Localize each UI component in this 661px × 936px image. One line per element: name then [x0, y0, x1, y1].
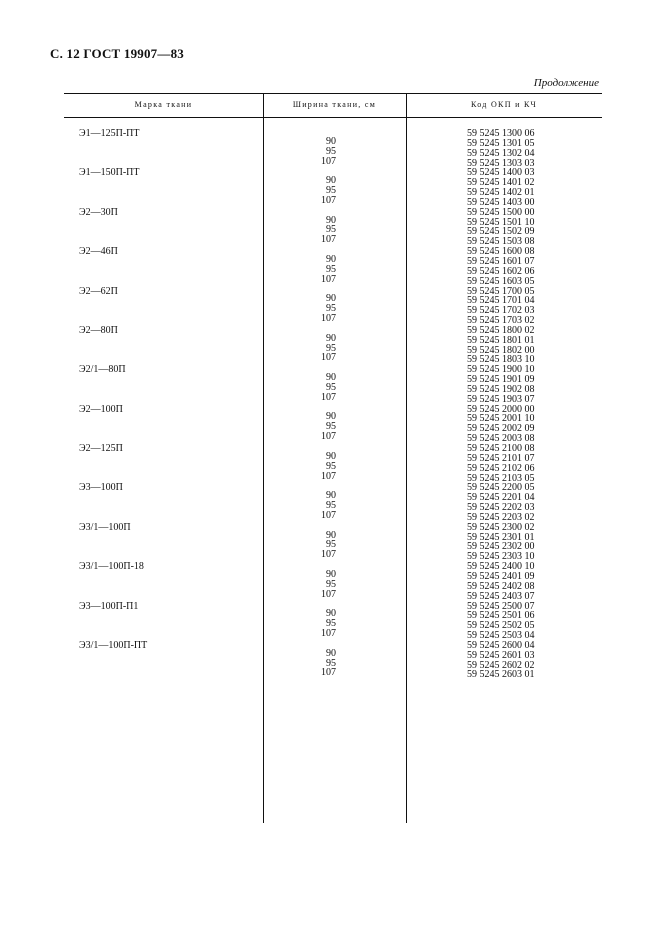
okp-code: 59 5245 1302 04 [467, 147, 535, 159]
continuation-label: Продолжение [533, 77, 599, 89]
okp-code: 59 5245 1602 06 [467, 265, 535, 277]
fabric-width: 90 [326, 568, 336, 580]
fabric-width: 95 [326, 381, 336, 393]
okp-code: 59 5245 2301 01 [467, 531, 535, 543]
fabric-width: 90 [326, 490, 336, 502]
okp-code: 59 5245 2503 04 [467, 630, 535, 642]
fabric-width: 107 [321, 313, 336, 325]
column-header-width: Ширина ткани, см [292, 100, 377, 109]
fabric-width: 107 [321, 352, 336, 364]
okp-code: 59 5245 2300 02 [467, 521, 535, 533]
fabric-width: 107 [321, 470, 336, 482]
okp-code: 59 5245 2600 04 [467, 639, 535, 651]
fabric-width: 90 [326, 135, 336, 147]
fabric-width: 95 [326, 224, 336, 236]
fabric-width: 95 [326, 145, 336, 157]
fabric-width: 107 [321, 628, 336, 640]
fabric-grade: Э1—150П-ПТ [79, 167, 140, 179]
fabric-width: 107 [321, 588, 336, 600]
okp-code: 59 5245 2500 07 [467, 600, 535, 612]
fabric-width: 95 [326, 500, 336, 512]
okp-code: 59 5245 2501 06 [467, 610, 535, 622]
fabric-code-table [64, 93, 602, 823]
fabric-grade: Э3—100П [79, 482, 123, 494]
okp-code: 59 5245 2200 05 [467, 482, 535, 494]
okp-code: 59 5245 2100 08 [467, 443, 535, 454]
okp-code: 59 5245 2001 10 [467, 413, 535, 425]
fabric-grade: Э3—100П-П1 [79, 600, 139, 612]
fabric-grade: Э2—46П [79, 246, 118, 258]
fabric-width: 90 [326, 608, 336, 620]
fabric-width: 107 [321, 234, 336, 246]
okp-code: 59 5245 2201 04 [467, 492, 535, 504]
okp-code: 59 5245 1402 01 [467, 187, 535, 199]
fabric-width: 95 [326, 539, 336, 551]
okp-code: 59 5245 1702 03 [467, 305, 535, 317]
fabric-grade: Э2/1—80П [79, 364, 126, 376]
fabric-width: 90 [326, 293, 336, 305]
okp-code: 59 5245 2000 00 [467, 403, 535, 415]
fabric-width: 90 [326, 372, 336, 384]
okp-code: 59 5245 1803 10 [467, 354, 535, 366]
okp-code: 59 5245 1503 08 [467, 236, 535, 248]
table-top-rule [64, 93, 602, 94]
fabric-width: 95 [326, 342, 336, 354]
fabric-width: 90 [326, 450, 336, 462]
table-row [64, 667, 602, 681]
okp-code: 59 5245 2400 10 [467, 561, 535, 573]
okp-code: 59 5245 2403 07 [467, 590, 535, 602]
fabric-width: 107 [321, 391, 336, 403]
okp-code: 59 5245 1900 10 [467, 364, 535, 376]
okp-code: 59 5245 2203 02 [467, 511, 535, 523]
okp-code: 59 5245 1802 00 [467, 344, 535, 356]
okp-code: 59 5245 1301 05 [467, 137, 535, 149]
fabric-width: 95 [326, 657, 336, 669]
fabric-grade: Э3/1—100П-18 [79, 561, 144, 573]
okp-code: 59 5245 1300 06 [467, 128, 535, 139]
fabric-width: 90 [326, 214, 336, 226]
okp-code: 59 5245 2603 01 [467, 669, 535, 681]
fabric-width: 95 [326, 421, 336, 433]
okp-code: 59 5245 2401 09 [467, 570, 535, 582]
header-bottom-rule [64, 117, 602, 118]
fabric-width: 95 [326, 460, 336, 472]
fabric-width: 95 [326, 185, 336, 197]
okp-code: 59 5245 1303 03 [467, 157, 535, 169]
okp-code: 59 5245 1701 04 [467, 295, 535, 307]
fabric-width: 90 [326, 529, 336, 541]
okp-code: 59 5245 2101 07 [467, 452, 535, 464]
okp-code: 59 5245 2202 03 [467, 502, 535, 514]
okp-code: 59 5245 2002 09 [467, 423, 535, 435]
fabric-width: 90 [326, 253, 336, 265]
column-header-grade: Марка ткани [134, 100, 193, 109]
fabric-width: 107 [321, 549, 336, 561]
fabric-width: 95 [326, 578, 336, 590]
okp-code: 59 5245 2102 06 [467, 462, 535, 474]
okp-code: 59 5245 2302 00 [467, 541, 535, 553]
okp-code: 59 5245 2003 08 [467, 433, 535, 445]
fabric-width: 95 [326, 618, 336, 630]
fabric-grade: Э2—30П [79, 206, 118, 218]
okp-code: 59 5245 1902 08 [467, 383, 535, 395]
fabric-width: 107 [321, 194, 336, 206]
okp-code: 59 5245 1500 00 [467, 206, 535, 218]
column-header-code: Код ОКП и КЧ [471, 100, 537, 109]
fabric-width: 90 [326, 411, 336, 423]
fabric-width: 90 [326, 175, 336, 187]
okp-code: 59 5245 1601 07 [467, 255, 535, 267]
okp-code: 59 5245 2502 05 [467, 620, 535, 632]
fabric-grade: Э2—62П [79, 285, 118, 297]
okp-code: 59 5245 1501 10 [467, 216, 535, 228]
okp-code: 59 5245 1600 08 [467, 246, 535, 258]
okp-code: 59 5245 1703 02 [467, 315, 535, 327]
okp-code: 59 5245 1903 07 [467, 393, 535, 405]
fabric-width: 107 [321, 431, 336, 443]
fabric-grade: Э2—125П [79, 443, 123, 454]
okp-code: 59 5245 1801 01 [467, 334, 535, 346]
table-body [64, 129, 602, 680]
fabric-width: 107 [321, 155, 336, 167]
okp-code: 59 5245 2601 03 [467, 649, 535, 661]
fabric-width: 90 [326, 332, 336, 344]
okp-code: 59 5245 1401 02 [467, 177, 535, 189]
okp-code: 59 5245 1403 00 [467, 196, 535, 208]
fabric-width: 90 [326, 647, 336, 659]
page-header: С. 12 ГОСТ 19907—83 [50, 46, 184, 61]
okp-code: 59 5245 2402 08 [467, 580, 535, 592]
okp-code: 59 5245 1400 03 [467, 167, 535, 179]
fabric-width: 107 [321, 273, 336, 285]
okp-code: 59 5245 2602 02 [467, 659, 535, 671]
okp-code: 59 5245 1502 09 [467, 226, 535, 238]
okp-code: 59 5245 2303 10 [467, 551, 535, 563]
okp-code: 59 5245 1700 05 [467, 285, 535, 297]
fabric-grade: Э3/1—100П-ПТ [79, 639, 148, 651]
fabric-grade: Э2—100П [79, 403, 123, 415]
okp-code: 59 5245 2103 05 [467, 472, 535, 484]
okp-code: 59 5245 1800 02 [467, 324, 535, 336]
fabric-width: 95 [326, 303, 336, 315]
fabric-width: 95 [326, 263, 336, 275]
fabric-width: 107 [321, 667, 336, 679]
fabric-grade: Э2—80П [79, 324, 118, 336]
okp-code: 59 5245 1901 09 [467, 374, 535, 386]
fabric-grade: Э3/1—100П [79, 521, 131, 533]
fabric-grade: Э1—125П-ПТ [79, 128, 140, 139]
fabric-width: 107 [321, 509, 336, 521]
okp-code: 59 5245 1603 05 [467, 275, 535, 287]
